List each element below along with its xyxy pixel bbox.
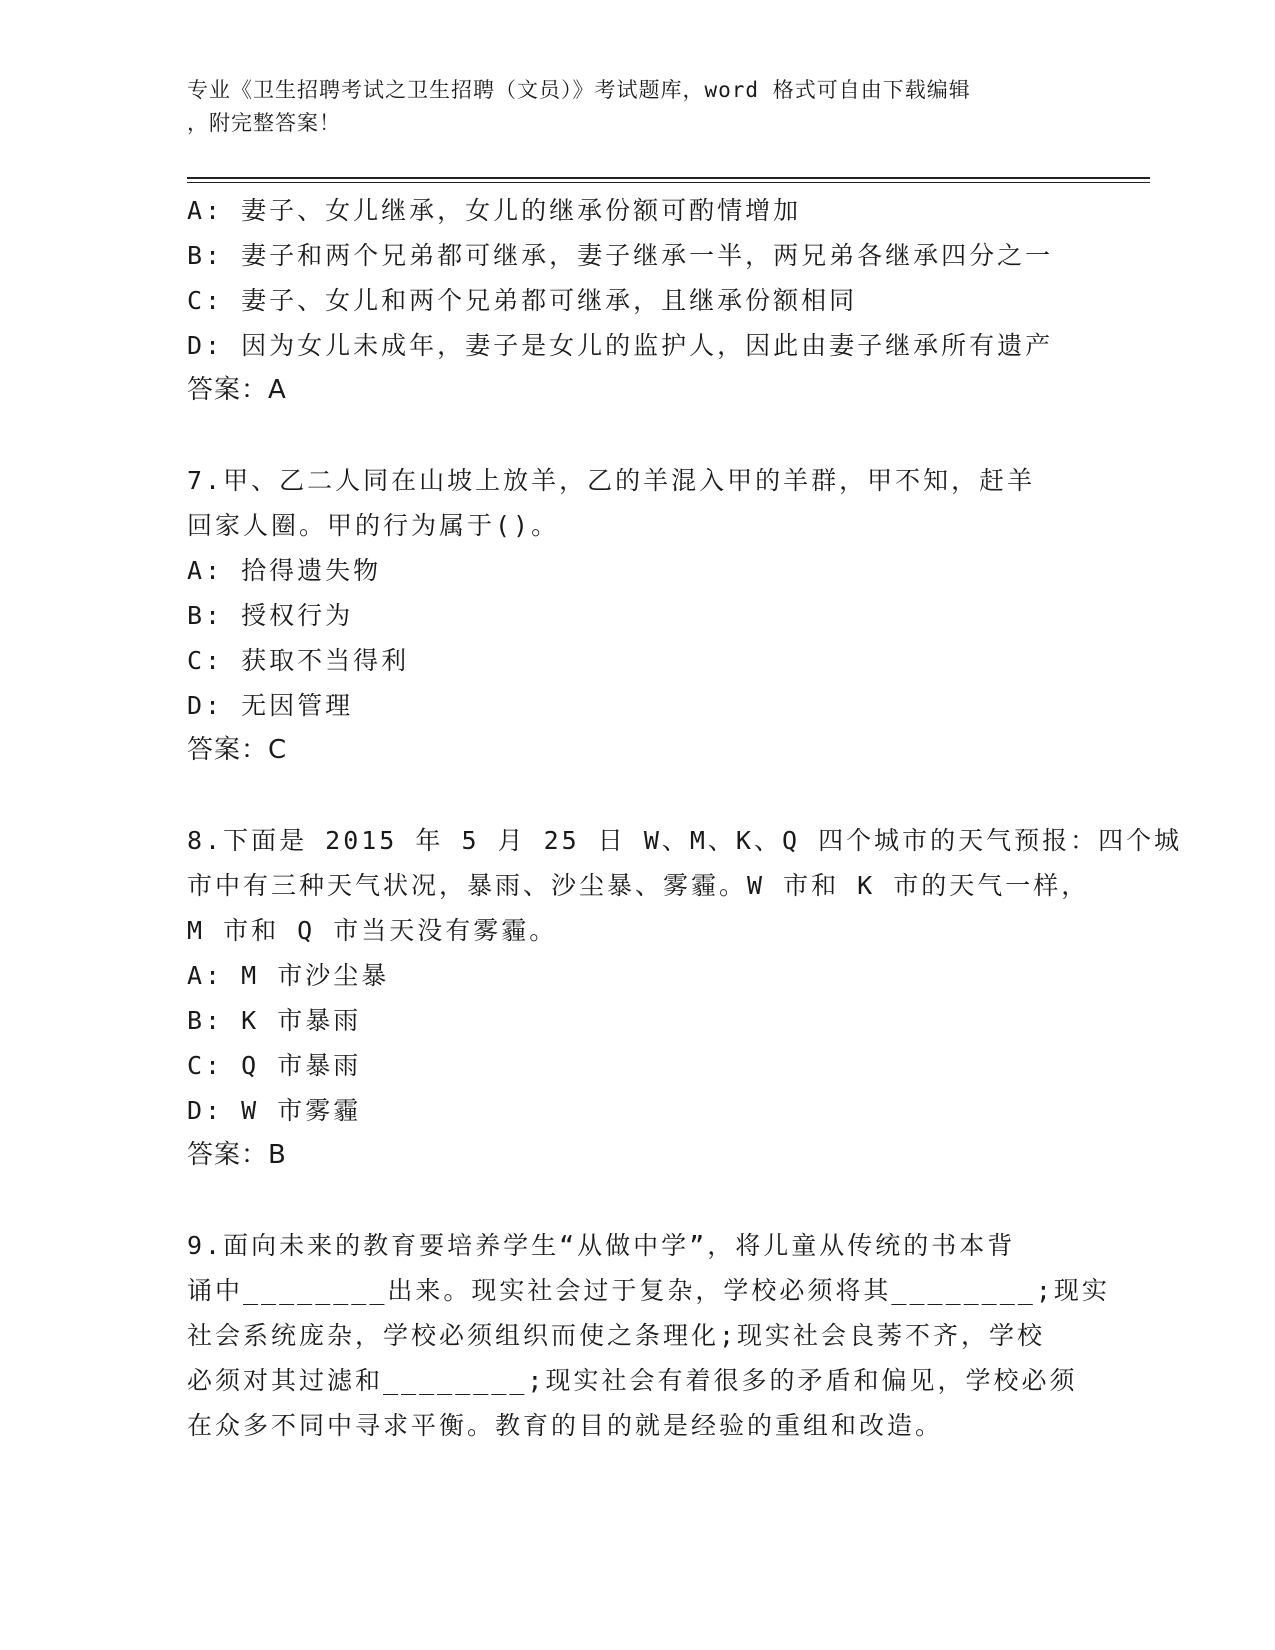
question-stem: 回家人圈。甲的行为属于()。 xyxy=(187,511,560,540)
question-content xyxy=(187,188,1183,1448)
option-d: D: W 市雾霾 xyxy=(187,1096,362,1125)
option-a: A: 拾得遗失物 xyxy=(187,556,382,585)
question-stem: 社会系统庞杂，学校必须组织而使之条理化;现实社会良莠不齐，学校 xyxy=(187,1321,1046,1350)
option-a: A: M 市沙尘暴 xyxy=(187,961,390,990)
option-d: D: 因为女儿未成年，妻子是女儿的监护人，因此由妻子继承所有遗产 xyxy=(187,331,1054,360)
answer: 答案：B xyxy=(187,1140,287,1170)
option-c: C: 获取不当得利 xyxy=(187,646,410,675)
header-line: 专业《卫生招聘考试之卫生招聘（文员）》考试题库，word 格式可自由下载编辑 xyxy=(187,78,971,102)
header-divider-thick xyxy=(187,177,1150,179)
answer: 答案：A xyxy=(187,375,287,405)
page-header xyxy=(187,74,1067,140)
option-c: C: Q 市暴雨 xyxy=(187,1051,362,1080)
question-stem: 必须对其过滤和________;现实社会有着很多的矛盾和偏见，学校必须 xyxy=(187,1366,1078,1395)
option-d: D: 无因管理 xyxy=(187,691,354,720)
question-stem: 8.下面是 2015 年 5 月 25 日 W、M、K、Q 四个城市的天气预报：四个城 xyxy=(187,826,1183,855)
option-c: C: 妻子、女儿和两个兄弟都可继承，且继承份额相同 xyxy=(187,286,858,315)
answer: 答案：C xyxy=(187,735,288,765)
header-line: ，附完整答案！ xyxy=(187,111,341,135)
question-stem: 诵中________出来。现实社会过于复杂，学校必须将其________;现实 xyxy=(187,1276,1110,1305)
question-stem: 7.甲、乙二人同在山坡上放羊，乙的羊混入甲的羊群，甲不知，赶羊 xyxy=(187,466,1036,495)
header-divider-thin xyxy=(187,182,1150,183)
question-9 xyxy=(187,1223,1110,1448)
question-7 xyxy=(187,458,1087,773)
option-b: B: 授权行为 xyxy=(187,601,354,630)
question-stem: 9.面向未来的教育要培养学生“从做中学”，将儿童从传统的书本背 xyxy=(187,1231,1016,1260)
question-stem: M 市和 Q 市当天没有雾霾。 xyxy=(187,916,558,945)
question-8 xyxy=(187,818,1183,1178)
question-6 xyxy=(187,188,1087,413)
option-a: A: 妻子、女儿继承，女儿的继承份额可酌情增加 xyxy=(187,196,802,225)
option-b: B: K 市暴雨 xyxy=(187,1006,362,1035)
question-stem: 市中有三种天气状况，暴雨、沙尘暴、雾霾。W 市和 K 市的天气一样， xyxy=(187,871,1090,900)
question-stem: 在众多不同中寻求平衡。教育的目的就是经验的重组和改造。 xyxy=(187,1411,944,1440)
option-b: B: 妻子和两个兄弟都可继承，妻子继承一半，两兄弟各继承四分之一 xyxy=(187,241,1054,270)
